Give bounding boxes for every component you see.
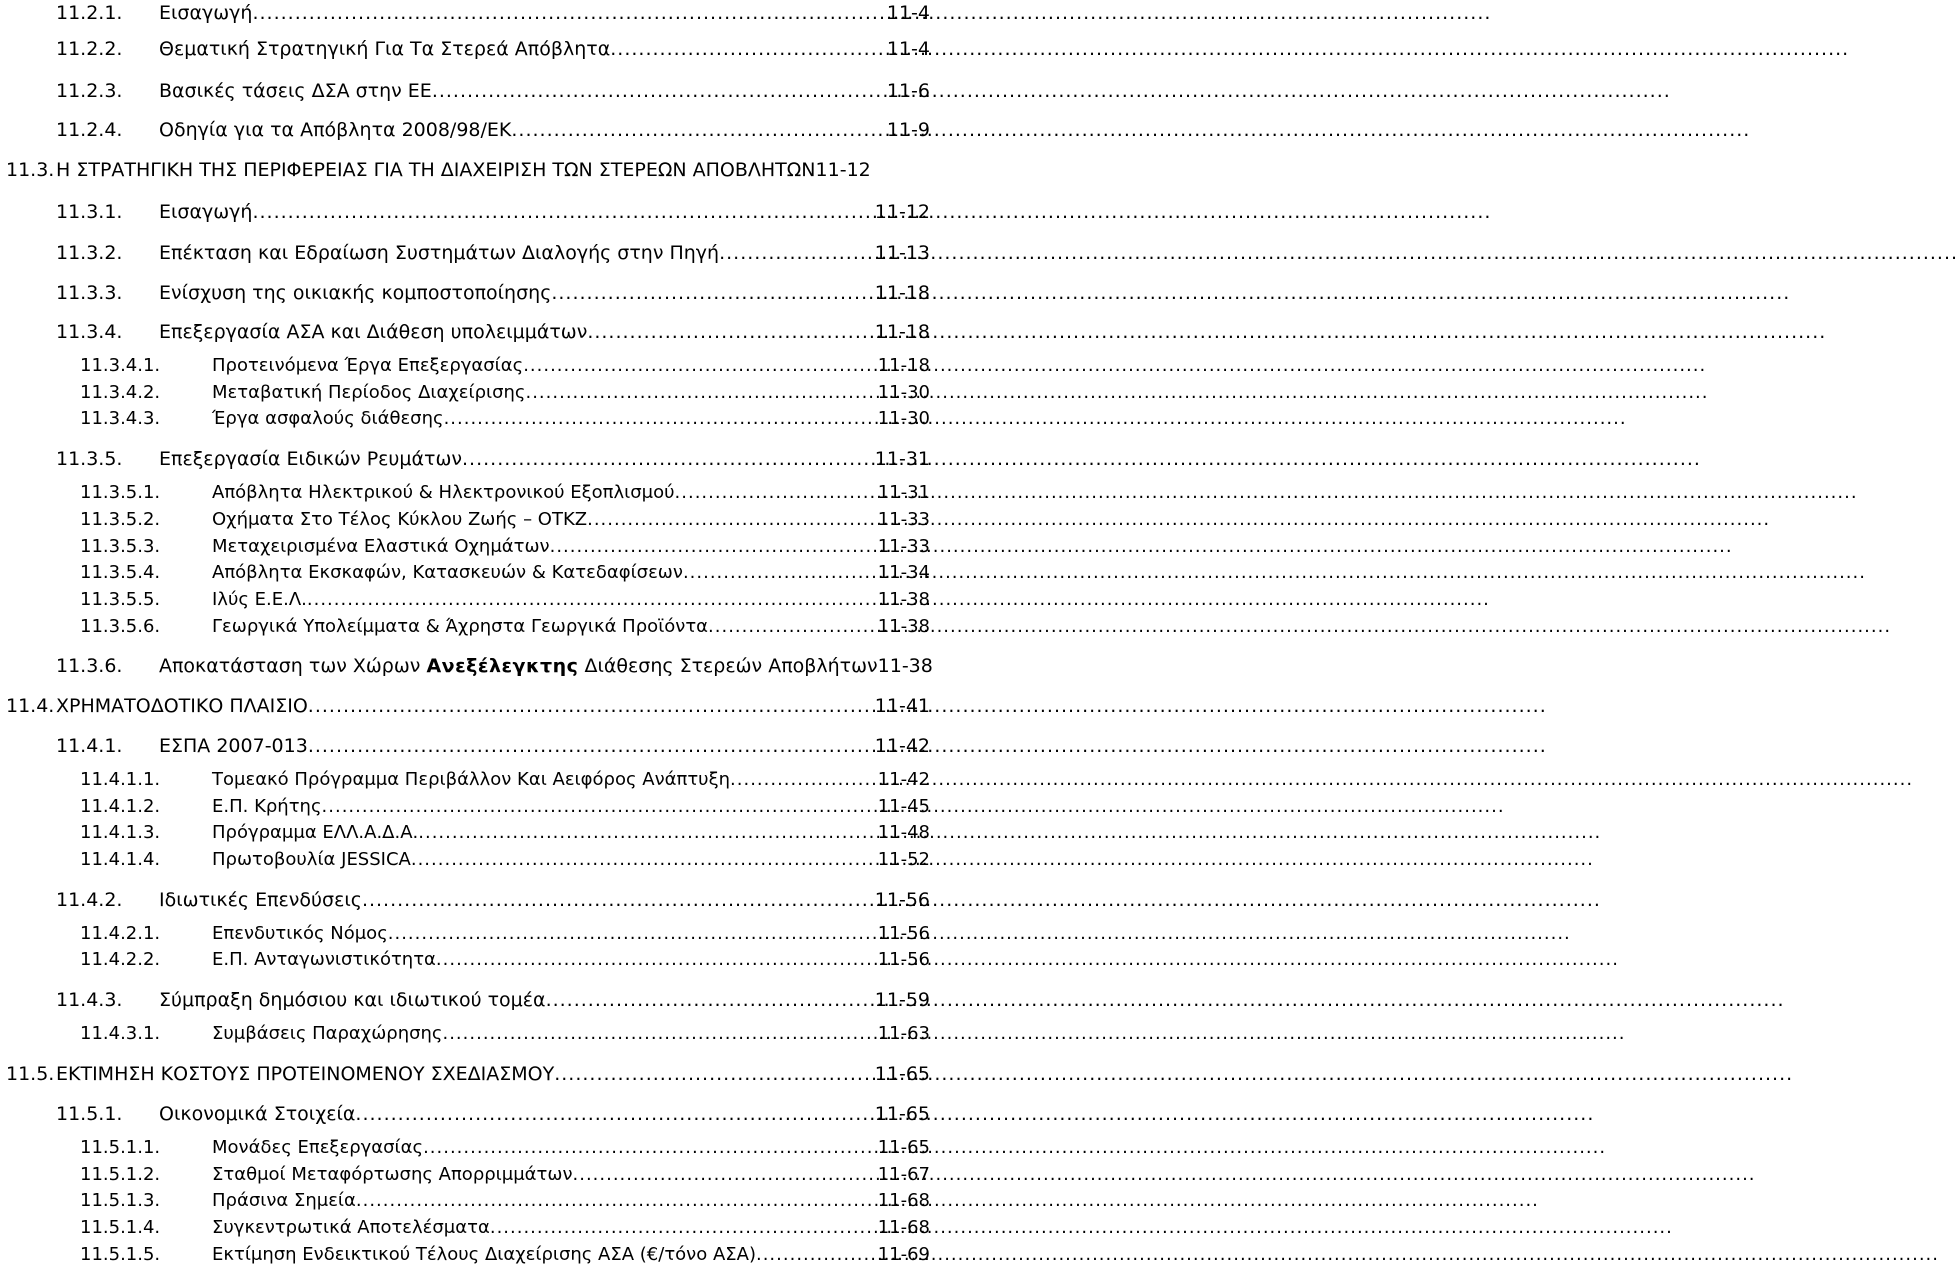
toc-entry-page: 11-18 (877, 355, 930, 376)
toc-entry[interactable] (56, 321, 930, 343)
toc-entry-title: Πρόγραμμα ΕΛΛ.Α.Δ.Α. (212, 822, 419, 843)
toc-entry[interactable] (56, 735, 930, 757)
dot-leader (411, 849, 878, 871)
toc-entry-title (159, 655, 878, 677)
toc-entry-page: 11-18 (874, 282, 930, 304)
toc-entry[interactable] (80, 382, 930, 404)
toc-entry-number: 11.2.2. (56, 38, 123, 60)
toc-entry-title: Μεταχειρισμένα Ελαστικά Οχημάτων (212, 536, 550, 557)
dot-leader (675, 482, 878, 504)
toc-entry-number: 11.2.1. (56, 2, 123, 24)
dot-leader (708, 616, 878, 638)
toc-entry-number: 11.5.1. (56, 1103, 123, 1125)
toc-entry-title-part: Διάθεσης Στερεών Αποβλήτων (578, 655, 878, 677)
toc-entry-number: 11.4. (6, 695, 55, 717)
dot-leader (462, 448, 875, 470)
dot-leader (444, 408, 878, 430)
toc-entry-title: Ε.Π. Κρήτης (212, 796, 322, 817)
toc-entry-page: 11-41 (874, 695, 930, 717)
toc-entry[interactable] (56, 989, 930, 1011)
toc-entry-title: Συμβάσεις Παραχώρησης (212, 1023, 443, 1044)
toc-entry-page: 11-31 (874, 448, 930, 470)
toc-entry-title: Θεματική Στρατηγική Για Τα Στερεά Απόβλητα (159, 38, 611, 60)
toc-entry[interactable] (80, 822, 930, 844)
toc-entry-title: Βασικές τάσεις ΔΣΑ στην ΕΕ (159, 80, 432, 102)
toc-entry[interactable] (80, 1023, 930, 1045)
dot-leader (587, 321, 874, 343)
toc-entry-page: 11-9 (886, 119, 930, 141)
toc-entry-page: 11-65 (874, 1103, 930, 1125)
toc-entry-number: 11.3.4.1. (80, 355, 161, 376)
toc-entry-title: ΕΣΠΑ 2007-013 (159, 735, 308, 757)
toc-entry-number: 11.3.4. (56, 321, 123, 343)
toc-entry-title: Τομεακό Πρόγραμμα Περιβάλλον Και Αειφόρος Ανάπτυξη (212, 769, 731, 790)
toc-entry-number: 11.4.3.1. (80, 1023, 161, 1044)
toc-entry[interactable] (80, 536, 930, 558)
dot-leader (436, 949, 878, 971)
toc-entry-page: 11-33 (877, 536, 930, 557)
toc-entry-number: 11.5.1.1. (80, 1137, 161, 1158)
toc-entry-title: Οχήματα Στο Τέλος Κύκλου Ζωής – ΟΤΚΖ (212, 509, 588, 530)
toc-entry-number: 11.4.1.3. (80, 822, 161, 843)
dot-leader (308, 735, 875, 757)
toc-entry-title: Εισαγωγή (159, 201, 253, 223)
toc-entry-number: 11.5.1.3. (80, 1190, 161, 1211)
dot-leader (388, 923, 878, 945)
toc-entry[interactable] (56, 448, 930, 470)
toc-entry[interactable] (56, 38, 930, 60)
dot-leader (356, 1190, 878, 1212)
toc-entry[interactable] (80, 1164, 930, 1186)
toc-entry-title: Επεξεργασία ΑΣΑ και Διάθεση υπολειμμάτων (159, 321, 588, 343)
toc-entry-number: 11.3.1. (56, 201, 123, 223)
toc-entry[interactable] (80, 796, 930, 818)
toc-entry-page: 11-69 (877, 1244, 930, 1265)
toc-entry-page: 11-42 (877, 769, 930, 790)
toc-entry-title: Επέκταση και Εδραίωση Συστημάτων Διαλογής στην Πηγή (159, 242, 720, 264)
toc-entry-page: 11-6 (886, 80, 930, 102)
toc-entry-number: 11.3.5.3. (80, 536, 161, 557)
toc-entry-title: Οδηγία για τα Απόβλητα 2008/98/ΕΚ (159, 119, 512, 141)
toc-entry-title: Πράσινα Σημεία (212, 1190, 356, 1211)
toc-entry-number: 11.4.1.2. (80, 796, 161, 817)
toc-entry-page: 11-33 (877, 509, 930, 530)
toc-entry-title: Σύμπραξη δημόσιου και ιδιωτικού τομέα (159, 989, 546, 1011)
toc-entry-number: 11.4.3. (56, 989, 123, 1011)
toc-entry-page: 11-38 (877, 616, 930, 637)
toc-entry-page: 11-42 (874, 735, 930, 757)
toc-entry-page: 11-38 (877, 655, 933, 677)
toc-entry-number: 11.4.2.1. (80, 923, 161, 944)
dot-leader (719, 242, 875, 264)
toc-entry-title: Ιδιωτικές Επενδύσεις (159, 889, 362, 911)
toc-entry-page: 11-4 (886, 38, 930, 60)
toc-entry-page: 11-30 (877, 408, 930, 429)
toc-entry-page: 11-12 (874, 201, 930, 223)
toc-entry-number: 11.3.3. (56, 282, 123, 304)
toc-entry[interactable] (80, 1244, 930, 1266)
toc-entry[interactable] (80, 509, 930, 531)
dot-leader (587, 509, 878, 531)
toc-entry[interactable] (80, 589, 930, 611)
toc-entry-title: Έργα ασφαλούς διάθεσης (212, 408, 444, 429)
toc-entry-number: 11.4.2. (56, 889, 123, 911)
toc-entry-number: 11.3.6. (56, 655, 123, 677)
toc-entry-title: Ιλύς Ε.Ε.Λ. (212, 589, 307, 610)
toc-entry-page: 11-56 (874, 889, 930, 911)
toc-entry-title: Προτεινόμενα Έργα Επεξεργασίας (212, 355, 524, 376)
toc-entry[interactable] (56, 119, 930, 141)
toc-entry-title: Συγκεντρωτικά Αποτελέσματα (212, 1217, 490, 1238)
toc-entry-number: 11.3. (6, 159, 55, 181)
toc-entry[interactable] (80, 562, 930, 584)
toc-entry-page: 11-63 (877, 1023, 930, 1044)
toc-entry-page: 11-4 (886, 2, 930, 24)
toc-entry-title-part: Αποκατάσταση των Χώρων (159, 655, 427, 677)
toc-entry-number: 11.3.4.3. (80, 408, 161, 429)
toc-entry-title: Ενίσχυση της οικιακής κομποστοποίησης (159, 282, 552, 304)
toc-entry-number: 11.3.5.1. (80, 482, 161, 503)
toc-entry[interactable] (56, 655, 933, 677)
toc-entry-page: 11-65 (874, 1063, 930, 1085)
toc-entry-number: 11.3.5. (56, 448, 123, 470)
dot-leader (551, 282, 874, 304)
dot-leader (355, 1103, 874, 1125)
toc-entry[interactable] (56, 2, 930, 24)
toc-entry[interactable] (56, 1103, 930, 1125)
toc-entry-number: 11.4.2.2. (80, 949, 161, 970)
toc-entry[interactable] (56, 80, 930, 102)
dot-leader (525, 382, 877, 404)
toc-entry-page: 11-59 (874, 989, 930, 1011)
toc-entry-title: Οικονομικά Στοιχεία (159, 1103, 356, 1125)
toc-entry-number: 11.4.1.4. (80, 849, 161, 870)
toc-entry-number: 11.5.1.4. (80, 1217, 161, 1238)
toc-entry-page: 11-52 (877, 849, 930, 870)
toc-entry-number: 11.3.5.2. (80, 509, 161, 530)
dot-leader (252, 2, 886, 24)
dot-leader (730, 769, 878, 791)
toc-entry-page: 11-48 (877, 822, 930, 843)
toc-entry[interactable] (80, 355, 930, 377)
toc-entry-number: 11.3.5.5. (80, 589, 161, 610)
dot-leader (252, 201, 874, 223)
toc-entry[interactable] (56, 889, 930, 911)
toc-entry-number: 11.4.1.1. (80, 769, 161, 790)
toc-entry-title: Εκτίμηση Ενδεικτικού Τέλους Διαχείρισης ΑΣΑ (€/τόνο ΑΣΑ) (212, 1244, 756, 1265)
dot-leader (511, 119, 887, 141)
toc-entry[interactable] (6, 159, 930, 181)
toc-entry-title: Επεξεργασία Ειδικών Ρευμάτων (159, 448, 462, 470)
dot-leader (550, 536, 878, 558)
dot-leader (322, 796, 878, 818)
toc-entry[interactable] (80, 1137, 930, 1159)
toc-entry-number: 11.2.4. (56, 119, 123, 141)
toc-entry-title: Επενδυτικός Νόμος (212, 923, 388, 944)
dot-leader (362, 889, 875, 911)
toc-entry-title: Σταθμοί Μεταφόρτωσης Απορριμμάτων (212, 1164, 573, 1185)
toc-entry[interactable] (6, 695, 930, 717)
dot-leader (307, 589, 878, 611)
dot-leader (573, 1164, 878, 1186)
toc-entry-page: 11-38 (877, 589, 930, 610)
toc-entry[interactable] (80, 1217, 930, 1239)
toc-entry-number: 11.3.4.2. (80, 382, 161, 403)
toc-entry-page: 11-56 (877, 949, 930, 970)
toc-entry-page: 11-45 (877, 796, 930, 817)
toc-entry-page: 11-56 (877, 923, 930, 944)
toc-entry[interactable] (80, 923, 930, 945)
toc-entry-page: 11-68 (877, 1217, 930, 1238)
toc-entry[interactable] (80, 408, 930, 430)
dot-leader (423, 1137, 878, 1159)
toc-entry[interactable] (56, 282, 930, 304)
toc-entry-number: 11.5. (6, 1063, 55, 1085)
toc-entry-number: 11.3.5.6. (80, 616, 161, 637)
toc-entry[interactable] (6, 1063, 930, 1085)
dot-leader (756, 1244, 878, 1266)
toc-entry-page: 11-12 (815, 159, 871, 181)
toc-entry-page: 11-18 (874, 321, 930, 343)
toc-entry-title: Μονάδες Επεξεργασίας (212, 1137, 424, 1158)
toc-entry-page: 11-31 (877, 482, 930, 503)
toc-entry-title: Μεταβατική Περίοδος Διαχείρισης (212, 382, 526, 403)
toc-entry-page: 11-65 (877, 1137, 930, 1158)
toc-entry-title: ΧΡΗΜΑΤΟΔΟΤΙΚΟ ΠΛΑΙΣΙΟ (56, 695, 308, 717)
toc-entry-page: 11-34 (877, 562, 930, 583)
table-of-contents (0, 0, 960, 1271)
toc-entry-title: Εισαγωγή (159, 2, 253, 24)
dot-leader (610, 38, 887, 60)
toc-entry[interactable] (80, 849, 930, 871)
toc-entry-title: ΕΚΤΙΜΗΣΗ ΚΟΣΤΟΥΣ ΠΡΟΤΕΙΝΟΜΕΝΟΥ ΣΧΕΔΙΑΣΜΟΥ (56, 1063, 555, 1085)
toc-entry-number: 11.4.1. (56, 735, 123, 757)
toc-entry[interactable] (56, 201, 930, 223)
toc-entry-page: 11-13 (874, 242, 930, 264)
toc-entry[interactable] (80, 482, 930, 504)
toc-entry-number: 11.2.3. (56, 80, 123, 102)
toc-entry-number: 11.3.2. (56, 242, 123, 264)
toc-entry[interactable] (80, 769, 930, 791)
toc-entry-number: 11.3.5.4. (80, 562, 161, 583)
toc-entry-title: Απόβλητα Εκσκαφών, Κατασκευών & Κατεδαφίσεων (212, 562, 683, 583)
toc-entry[interactable] (80, 949, 930, 971)
dot-leader (490, 1217, 878, 1239)
dot-leader (683, 562, 878, 584)
toc-entry-page: 11-67 (877, 1164, 930, 1185)
toc-entry-title: Η ΣΤΡΑΤΗΓΙΚΗ ΤΗΣ ΠΕΡΙΦΕΡΕΙΑΣ ΓΙΑ ΤΗ ΔΙΑΧΕΙΡΙΣΗ ΤΩΝ ΣΤΕΡΕΩΝ ΑΠΟΒΛΗΤΩΝ (56, 159, 816, 181)
toc-entry-title: Απόβλητα Ηλεκτρικού & Ηλεκτρονικού Εξοπλισμού (212, 482, 675, 503)
toc-entry-number: 11.5.1.5. (80, 1244, 161, 1265)
toc-entry-title-emphasis: Ανεξέλεγκτης (426, 655, 579, 677)
dot-leader (418, 822, 877, 844)
toc-entry-page: 11-30 (877, 382, 930, 403)
toc-entry[interactable] (56, 242, 930, 264)
dot-leader (546, 989, 875, 1011)
toc-entry[interactable] (80, 1190, 930, 1212)
dot-leader (442, 1023, 877, 1045)
toc-entry-number: 11.5.1.2. (80, 1164, 161, 1185)
toc-entry-title: Γεωργικά Υπολείμματα & Άχρηστα Γεωργικά Προϊόντα (212, 616, 709, 637)
dot-leader (308, 695, 875, 717)
toc-entry-title: Ε.Π. Ανταγωνιστικότητα (212, 949, 436, 970)
dot-leader (554, 1063, 875, 1085)
toc-entry-title: Πρωτοβουλία JESSICA (212, 849, 411, 870)
toc-entry[interactable] (80, 616, 930, 638)
toc-entry-page: 11-68 (877, 1190, 930, 1211)
dot-leader (432, 80, 887, 102)
dot-leader (523, 355, 877, 377)
